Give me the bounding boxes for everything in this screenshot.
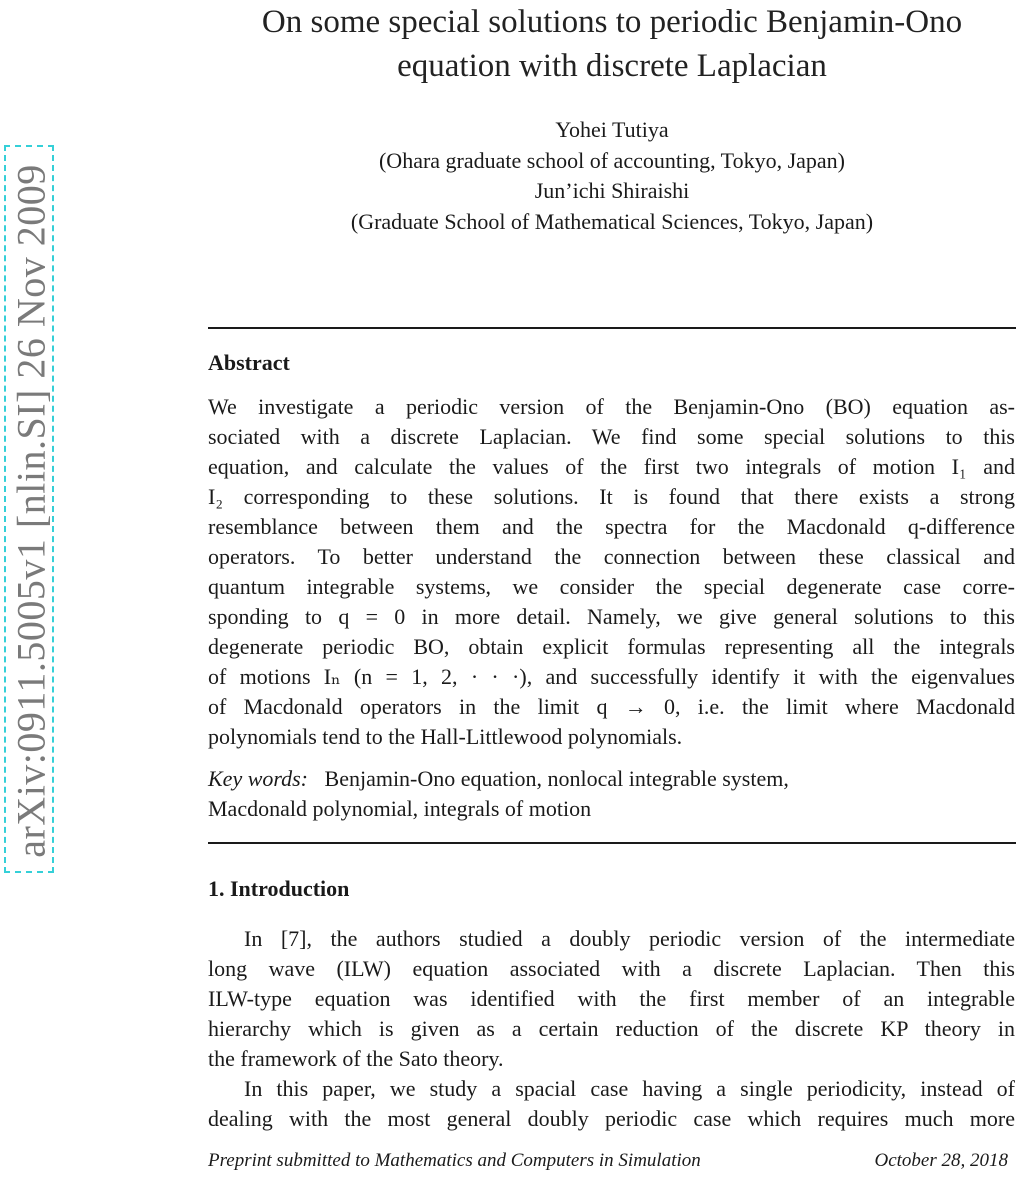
- abstract-line: equation, and calculate the values of the first two integrals of motion I₁ and: [208, 454, 1015, 479]
- arxiv-stamp: [4, 145, 54, 873]
- keywords: [208, 764, 789, 824]
- author-block: [208, 115, 1016, 237]
- abstract-line: sociated with a discrete Laplacian. We find some special solutions to this: [208, 424, 1015, 449]
- bottom-rule: [208, 842, 1016, 844]
- keywords-line: Macdonald polynomial, integrals of motion: [208, 796, 592, 821]
- arxiv-identifier: arXiv:0911.5005v1 [nlin.SI] 26 Nov 2009: [8, 164, 54, 858]
- keywords-text: Benjamin-Ono equation, nonlocal integrable system,: [324, 766, 789, 791]
- footer-date: October 28, 2018: [874, 1150, 1008, 1171]
- abstract-line: of Macdonald operators in the limit q → 0, i.e. the limit where Macdonald: [208, 694, 1015, 719]
- paper-title: [208, 0, 1016, 88]
- section-heading: 1. Introduction: [208, 876, 350, 901]
- intro-line: hierarchy which is given as a certain reduction of the discrete KP theory in: [208, 1016, 1015, 1041]
- intro-body: [208, 924, 1015, 1134]
- abstract-line: polynomials tend to the Hall-Littlewood polynomials.: [208, 724, 683, 749]
- abstract-line: We investigate a periodic version of the Benjamin-Ono (BO) equation as-: [208, 394, 1015, 419]
- abstract-line: operators. To better understand the connection between these classical and: [208, 544, 1015, 569]
- page-footer: [208, 1150, 1008, 1172]
- keywords-line: [208, 764, 789, 794]
- intro-line: the framework of the Sato theory.: [208, 1046, 504, 1071]
- author-name: Yohei Tutiya: [555, 117, 669, 142]
- intro-line: ILW-type equation was identified with the first member of an integrable: [208, 986, 1015, 1011]
- intro-line: dealing with the most general doubly periodic case which requires much more: [208, 1106, 1015, 1131]
- abstract-line: quantum integrable systems, we consider the special degenerate case corre-: [208, 574, 1015, 599]
- intro-line: In [7], the authors studied a doubly periodic version of the intermediate: [244, 926, 1015, 951]
- author-name: Jun’ichi Shiraishi: [534, 178, 690, 203]
- title-line: On some special solutions to periodic Benjamin-Ono: [261, 4, 963, 40]
- top-rule: [208, 327, 1016, 329]
- author-affiliation: (Ohara graduate school of accounting, Tokyo, Japan): [378, 147, 845, 173]
- abstract-line: sponding to q = 0 in more detail. Namely, we give general solutions to this: [208, 604, 1015, 629]
- author-affiliation: (Graduate School of Mathematical Sciences, Tokyo, Japan): [350, 208, 874, 234]
- abstract-line: of motions Iₙ (n = 1, 2, · · ·), and successfully identify it with the eigenvalues: [208, 664, 1015, 689]
- intro-line: long wave (ILW) equation associated with a discrete Laplacian. Then this: [208, 956, 1015, 981]
- intro-line: In this paper, we study a spacial case having a single periodicity, instead of: [244, 1076, 1015, 1101]
- abstract-body: [208, 392, 1015, 752]
- abstract-line: resemblance between them and the spectra for the Macdonald q-difference: [208, 514, 1015, 539]
- abstract-heading: Abstract: [208, 350, 290, 375]
- keywords-label: Key words:: [208, 766, 309, 791]
- abstract-line: I₂ corresponding to these solutions. It is found that there exists a strong: [208, 484, 1015, 509]
- abstract-line: degenerate periodic BO, obtain explicit formulas representing all the integrals: [208, 634, 1015, 659]
- footer-preprint-note: Preprint submitted to Mathematics and Computers in Simulation: [208, 1150, 701, 1171]
- title-line: equation with discrete Laplacian: [397, 48, 827, 84]
